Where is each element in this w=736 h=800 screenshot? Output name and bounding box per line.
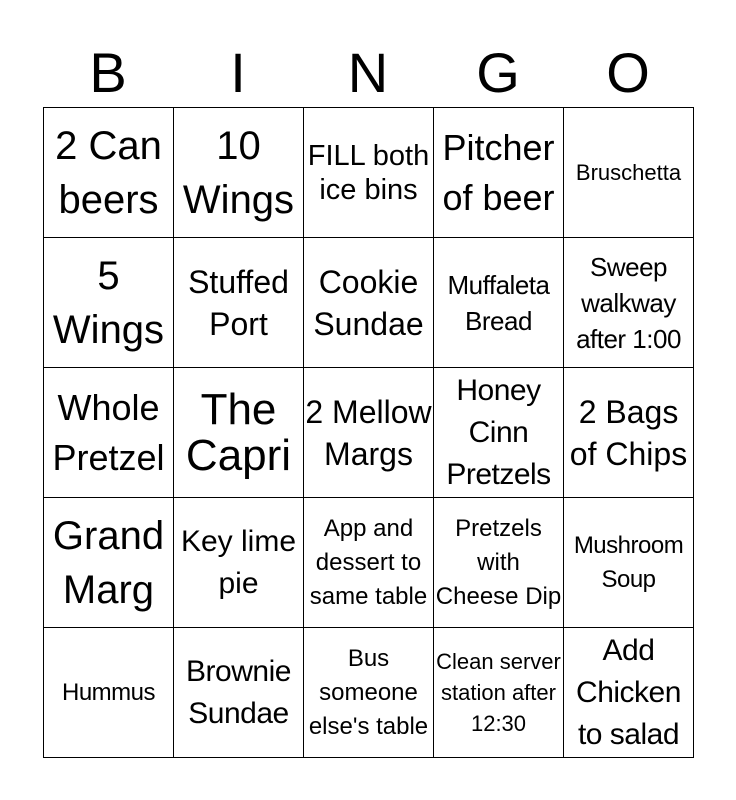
bingo-board: [43, 107, 694, 758]
cell-text: Whole Pretzel: [52, 386, 165, 478]
cell-text: Sweep walkway after 1:00: [576, 251, 681, 354]
bingo-cell[interactable]: [304, 628, 434, 758]
bingo-cell[interactable]: [304, 238, 434, 368]
bingo-cell[interactable]: [44, 108, 174, 238]
bingo-cell[interactable]: [44, 628, 174, 758]
bingo-cell[interactable]: [434, 108, 564, 238]
bingo-cell[interactable]: [174, 238, 304, 368]
bingo-cell[interactable]: [564, 368, 694, 498]
cell-text: Bus someone else's table: [308, 644, 429, 740]
cell-text: Key lime pie: [180, 524, 297, 600]
cell-text: Brownie Sundae: [186, 654, 291, 730]
bingo-cell[interactable]: [44, 238, 174, 368]
bingo-cell[interactable]: [434, 498, 564, 628]
cell-text: The Capri: [185, 384, 292, 480]
bingo-cell[interactable]: [434, 368, 564, 498]
cell-text: 2 Mellow Margs: [305, 393, 432, 472]
bingo-cell[interactable]: [564, 498, 694, 628]
header-letter-g: G: [476, 41, 520, 104]
bingo-header: [43, 40, 693, 106]
bingo-cell[interactable]: [174, 498, 304, 628]
header-letter-i: I: [230, 41, 246, 104]
cell-text: 10 Wings: [182, 123, 295, 222]
bingo-cell[interactable]: [304, 368, 434, 498]
bingo-cell[interactable]: [564, 628, 694, 758]
bingo-cell[interactable]: [44, 368, 174, 498]
bingo-cell[interactable]: [174, 108, 304, 238]
cell-text: FILL both ice bins: [307, 139, 430, 206]
header-letter-b: B: [89, 41, 127, 104]
cell-text: App and dessert to same table: [309, 514, 428, 610]
bingo-cell[interactable]: [174, 628, 304, 758]
bingo-cell[interactable]: [304, 108, 434, 238]
bingo-cell[interactable]: [174, 368, 304, 498]
bingo-cell[interactable]: [44, 498, 174, 628]
cell-text: Add Chicken to salad: [576, 633, 681, 751]
cell-text: 2 Can beers: [55, 123, 162, 222]
cell-text: Bruschetta: [575, 160, 682, 185]
cell-text: 5 Wings: [52, 253, 165, 352]
bingo-cell[interactable]: [434, 628, 564, 758]
bingo-cell[interactable]: [564, 238, 694, 368]
bingo-cell[interactable]: [434, 238, 564, 368]
cell-text: Honey Cinn Pretzels: [446, 373, 551, 491]
cell-text: 2 Bags of Chips: [569, 393, 688, 472]
cell-text: Pretzels with Cheese Dip: [435, 514, 562, 610]
header-letter-o: O: [606, 41, 650, 104]
cell-text: Muffaleta Bread: [447, 269, 550, 336]
cell-text: Pitcher of beer: [442, 126, 555, 218]
cell-text: Mushroom Soup: [573, 531, 684, 593]
bingo-cell[interactable]: [304, 498, 434, 628]
cell-text: Hummus: [61, 678, 155, 706]
cell-text: Stuffed Port: [188, 263, 289, 342]
bingo-cell[interactable]: [564, 108, 694, 238]
cell-text: Clean server station after 12:30: [436, 649, 561, 736]
header-letter-n: N: [347, 41, 389, 104]
cell-text: Cookie Sundae: [313, 263, 424, 342]
cell-text: Grand Marg: [52, 513, 165, 612]
